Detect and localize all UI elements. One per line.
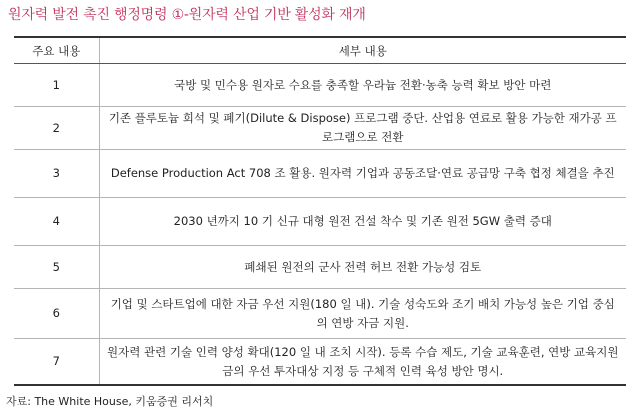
table-row (14, 339, 626, 386)
source-note: 자료: The White House, 키움증권 리서치 (6, 395, 214, 408)
table-row (14, 150, 626, 198)
table-row (14, 246, 626, 289)
row-number: 1 (14, 64, 99, 107)
row-detail: 2030 년까지 10 기 신규 대형 원전 건설 착수 및 기존 원전 5GW 출력 증대 (99, 198, 626, 246)
header-subject: 주요 내용 (14, 37, 99, 64)
row-detail: 원자력 관련 기술 인력 양성 확대(120 일 내 조치 시작). 등록 수습 제도, 기술 교육훈련, 연방 교육지원금의 우선 투자대상 지정 등 구체적 인력 육성 방안 명시. (99, 339, 626, 386)
row-number: 7 (14, 339, 99, 386)
row-number: 5 (14, 246, 99, 289)
row-detail: 폐쇄된 원전의 군사 전력 허브 전환 가능성 검토 (99, 246, 626, 289)
page-title: 원자력 발전 촉진 행정명령 ①-원자력 산업 기반 활성화 재개 (8, 7, 366, 23)
row-detail: 국방 및 민수용 원자로 수요를 충족할 우라늄 전환·농축 능력 확보 방안 마련 (99, 64, 626, 107)
row-number: 6 (14, 289, 99, 339)
row-detail: 기존 플루토늄 희석 및 폐기(Dilute & Dispose) 프로그램 중단. 산업용 연료로 활용 가능한 재가공 프로그램으로 전환 (99, 107, 626, 150)
row-detail: Defense Production Act 708 조 활용. 원자력 기업과 공동조달·연료 공급망 구축 협정 체결을 추진 (99, 150, 626, 198)
row-number: 3 (14, 150, 99, 198)
table-row (14, 289, 626, 339)
table-header-row (14, 37, 626, 64)
row-number: 2 (14, 107, 99, 150)
policy-table (14, 36, 626, 386)
table-row (14, 107, 626, 150)
header-detail: 세부 내용 (99, 37, 626, 64)
row-number: 4 (14, 198, 99, 246)
table-row (14, 64, 626, 107)
table-row (14, 198, 626, 246)
row-detail: 기업 및 스타트업에 대한 자금 우선 지원(180 일 내). 기술 성숙도와 조기 배치 가능성 높은 기업 중심의 연방 자금 지원. (99, 289, 626, 339)
